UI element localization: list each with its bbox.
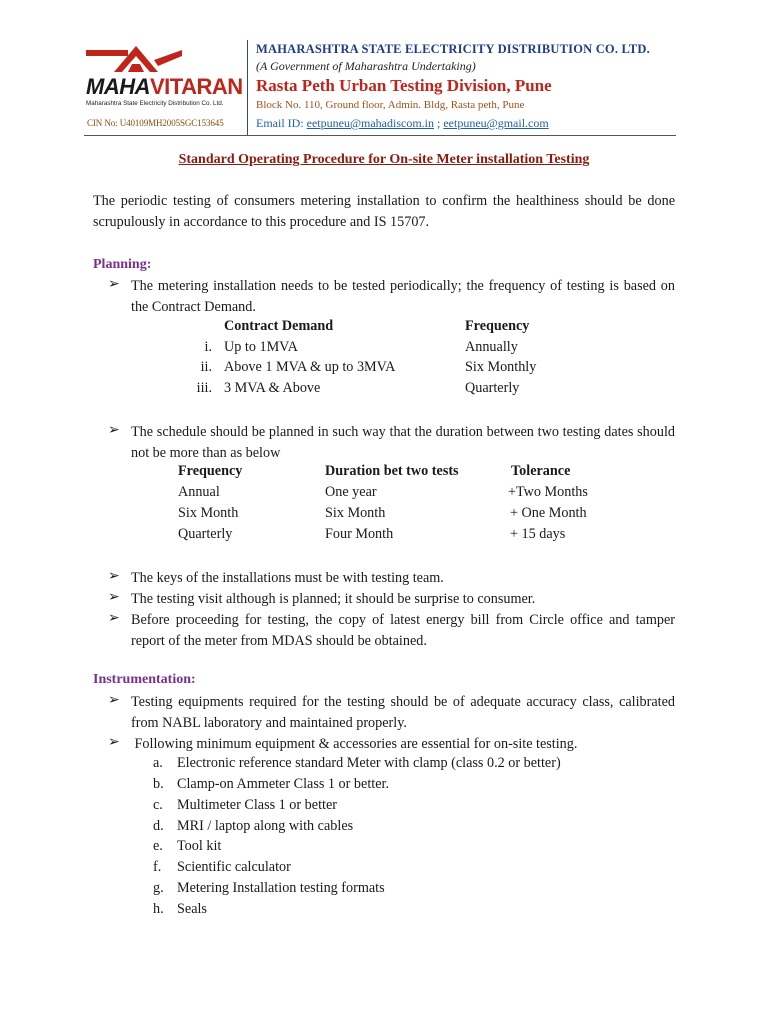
- equipment-item-text: Scientific calculator: [177, 859, 291, 875]
- equipment-item-text: MRI / laptop along with cables: [177, 818, 354, 834]
- equipment-item-letter: g.: [153, 880, 164, 896]
- instrumentation-bullet-minimum: Following minimum equipment & accessories are essential for on-site testing.: [131, 736, 578, 752]
- table1-header-contract-demand: Contract Demand: [224, 318, 334, 334]
- table1-row-index: ii.: [200, 359, 212, 375]
- equipment-item-text: Seals: [177, 901, 207, 917]
- header-divider-vertical: [247, 40, 248, 136]
- bullet-arrow-icon: ➢: [108, 569, 120, 584]
- planning-bullet-surprise: The testing visit although is planned; it should be surprise to consumer.: [131, 591, 536, 607]
- table2-cell-frequency: Annual: [178, 484, 220, 500]
- table1-header-frequency: Frequency: [465, 318, 530, 334]
- equipment-item-letter: f.: [153, 859, 162, 875]
- equipment-item-text: Tool kit: [177, 838, 222, 854]
- planning-bullet-keys: The keys of the installations must be with testing team.: [131, 570, 444, 586]
- bullet-arrow-icon: ➢: [108, 611, 120, 626]
- division-name: Rasta Peth Urban Testing Division, Pune: [256, 76, 552, 95]
- planning-bullet-frequency: The metering installation needs to be tested periodically; the frequency of testing is based on the Contract Demand.: [131, 278, 675, 315]
- table1-cell-frequency: Quarterly: [465, 380, 520, 396]
- document-title: Standard Operating Procedure for On-site Meter installation Testing: [178, 152, 590, 167]
- equipment-item-letter: e.: [153, 838, 163, 854]
- email-separator: ;: [434, 116, 444, 130]
- table1-cell-demand: 3 MVA & Above: [224, 380, 321, 396]
- equipment-item-letter: a.: [153, 755, 163, 771]
- table2-header-tolerance: Tolerance: [511, 463, 571, 479]
- equipment-item-text: Metering Installation testing formats: [177, 880, 385, 896]
- table2-cell-tolerance: + One Month: [510, 505, 587, 521]
- equipment-item-text: Clamp-on Ammeter Class 1 or better.: [177, 776, 389, 792]
- table2-cell-duration: Six Month: [325, 505, 386, 521]
- table1-cell-frequency: Six Monthly: [465, 359, 537, 375]
- table2-cell-tolerance: +Two Months: [508, 484, 588, 500]
- logo-wordmark: MAHAVITARAN: [86, 74, 243, 99]
- equipment-item-letter: d.: [153, 818, 164, 834]
- table1-cell-demand: Above 1 MVA & up to 3MVA: [224, 359, 396, 375]
- planning-bullet-bill: Before proceeding for testing, the copy of latest energy bill from Circle office and tamper report of the meter from MDAS should be obtained.: [131, 612, 675, 649]
- equipment-item-text: Multimeter Class 1 or better: [177, 797, 337, 813]
- table1-row-index: iii.: [196, 380, 212, 396]
- company-subtitle: (A Government of Maharashtra Undertaking): [256, 59, 476, 73]
- division-address: Block No. 110, Ground floor, Admin. Bldg, Rasta peth, Pune: [256, 99, 525, 111]
- table2-cell-frequency: Six Month: [178, 505, 239, 521]
- table2-cell-tolerance: + 15 days: [510, 526, 566, 542]
- table1-cell-frequency: Annually: [465, 339, 518, 355]
- email-label: Email ID:: [256, 116, 307, 130]
- email-line: [256, 116, 549, 131]
- company-name: MAHARASHTRA STATE ELECTRICITY DISTRIBUTION CO. LTD.: [256, 42, 650, 56]
- table2-cell-frequency: Quarterly: [178, 526, 233, 542]
- table2-header-duration: Duration bet two tests: [325, 463, 459, 479]
- instrumentation-bullet-accuracy: Testing equipments required for the testing should be of adequate accuracy class, calibrated from NABL laboratory and maintained properly.: [131, 694, 675, 731]
- intro-paragraph: The periodic testing of consumers metering installation to confirm the healthiness should be done scrupulously in accordance to this procedure and IS 15707.: [93, 193, 675, 230]
- bullet-arrow-icon: ➢: [108, 735, 120, 750]
- cin-number: CIN No: U40109MH2005SGC153645: [87, 118, 224, 128]
- table1-cell-demand: Up to 1MVA: [224, 339, 298, 355]
- section-heading-instrumentation: Instrumentation:: [93, 672, 196, 687]
- equipment-item-letter: b.: [153, 776, 164, 792]
- email-link-gmail[interactable]: eetpuneu@gmail.com: [443, 116, 549, 130]
- table1-row-index: i.: [204, 339, 212, 355]
- equipment-item-text: Electronic reference standard Meter with clamp (class 0.2 or better): [177, 755, 561, 771]
- bullet-arrow-icon: ➢: [108, 277, 120, 292]
- mahavitaran-logo: [84, 42, 244, 122]
- bullet-arrow-icon: ➢: [108, 693, 120, 708]
- table2-header-frequency: Frequency: [178, 463, 243, 479]
- table2-cell-duration: Four Month: [325, 526, 394, 542]
- bullet-arrow-icon: ➢: [108, 590, 120, 605]
- logo-tagline: Maharashtra State Electricity Distribution Co. Ltd.: [86, 100, 224, 107]
- header-divider-horizontal: [84, 135, 676, 136]
- bullet-arrow-icon: ➢: [108, 423, 120, 438]
- email-link-mahadiscom[interactable]: eetpuneu@mahadiscom.in: [306, 116, 435, 130]
- section-heading-planning: Planning:: [93, 257, 152, 272]
- equipment-item-letter: h.: [153, 901, 164, 917]
- table2-cell-duration: One year: [325, 484, 377, 500]
- equipment-item-letter: c.: [153, 797, 163, 813]
- planning-bullet-schedule: The schedule should be planned in such way that the duration between two testing dates should not be more than as below: [131, 424, 675, 461]
